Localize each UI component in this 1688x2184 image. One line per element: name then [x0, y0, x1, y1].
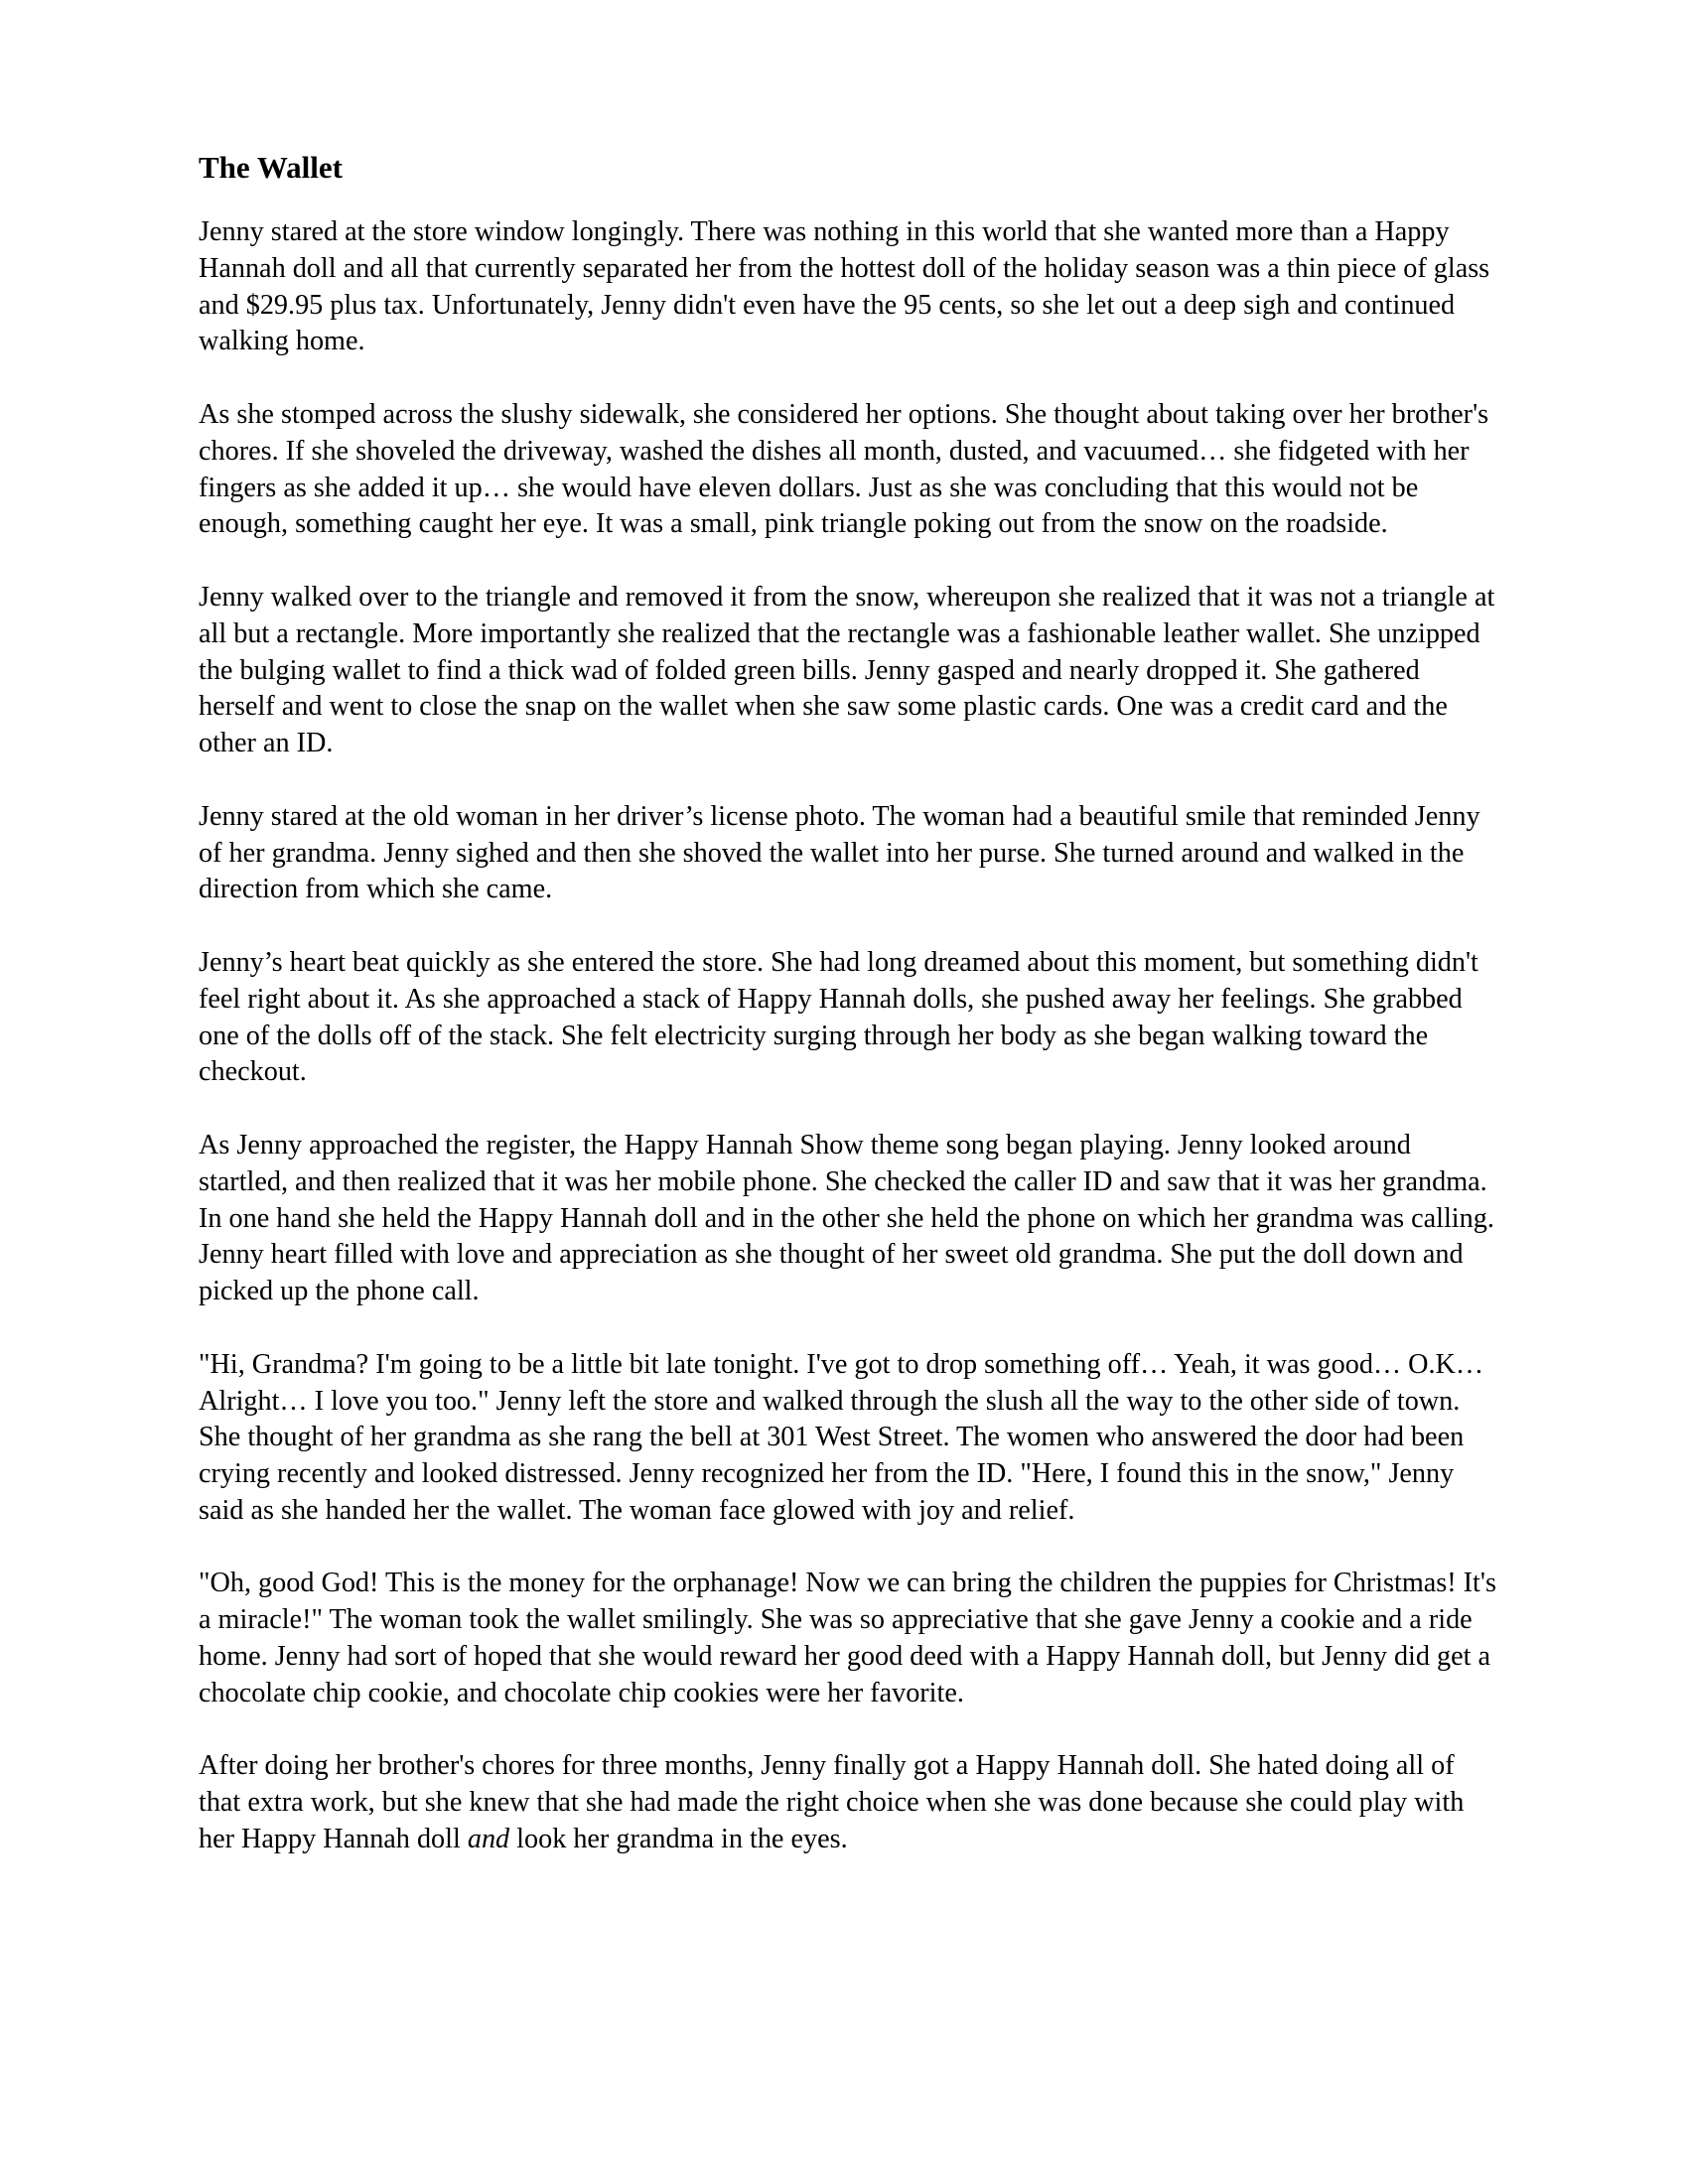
paragraph-7: "Hi, Grandma? I'm going to be a little bit late tonight. I've got to drop something off… Yeah, it was good… O.K… Alright… I love you too." Jenny left the store and walked through the slush all the way to the other side of town. She thought of her grandma as she rang the bell at 301 West Street. The women who answered the door had been crying recently and looked distressed. Jenny recognized her from the ID. "Here, I found this in the snow," Jenny said as she handed her the wallet. The woman face glowed with joy and relief. [199, 1348, 1484, 1526]
document-body [199, 149, 1499, 1858]
paragraph-5: Jenny’s heart beat quickly as she entered the store. She had long dreamed about this moment, but something didn't feel right about it. As she approached a stack of Happy Hannah dolls, she pushed away her feelings. She grabbed one of the dolls off of the stack. She felt electricity surging through her body as she began walking toward the checkout. [199, 946, 1478, 1088]
paragraph-9-text-before: After doing her brother's chores for three months, Jenny finally got a Happy Hannah doll. She hated doing all of that extra work, but she knew that she had made the right choice when she was done because she could play with her Happy Hannah doll [199, 1750, 1465, 1855]
paragraph-4: Jenny stared at the old woman in her driver’s license photo. The woman had a beautiful smile that reminded Jenny of her grandma. Jenny sighed and then she shoved the wallet into her purse. She turned around and walked in the direction from which she came. [199, 800, 1480, 905]
paragraph-9-text-after: look her grandma in the eyes. [509, 1824, 848, 1855]
paragraph-9-emphasis: and [467, 1824, 510, 1855]
paragraph-2: As she stomped across the slushy sidewalk, she considered her options. She thought about taking over her brother's chores. If she shoveled the driveway, washed the dishes all month, dusted, and vacuumed… she fidgeted with her fingers as she added it up… she would have eleven dollars. Just as she was concluding that this would not be enough, something caught her eye. It was a small, pink triangle poking out from the snow on the roadside. [199, 398, 1489, 540]
paragraph-1: Jenny stared at the store window longingly. There was nothing in this world that she wanted more than a Happy Hannah doll and all that currently separated her from the hottest doll of the holiday season was a thin piece of glass and $29.95 plus tax. Unfortunately, Jenny didn't even have the 95 cents, so she let out a deep sigh and continued walking home. [199, 216, 1490, 357]
paragraph-8: "Oh, good God! This is the money for the orphanage! Now we can bring the children the puppies for Christmas! It's a miracle!" The woman took the wallet smilingly. She was so appreciative that she gave Jenny a cookie and a ride home. Jenny had sort of hoped that she would reward her good deed with a Happy Hannah doll, but Jenny did get a chocolate chip cookie, and chocolate chip cookies were her favorite. [199, 1568, 1496, 1708]
paragraph-6: As Jenny approached the register, the Happy Hannah Show theme song began playing. Jenny looked around startled, and then realized that it was her mobile phone. She checked the caller ID and saw that it was her grandma. In one hand she held the Happy Hannah doll and in the other she held the phone on which her grandma was calling. Jenny heart filled with love and appreciation as she thought of her sweet old grandma. She put the doll down and picked up the phone call. [199, 1129, 1494, 1307]
paragraph-9 [199, 1748, 1499, 1857]
paragraph-3: Jenny walked over to the triangle and removed it from the snow, whereupon she realized that it was not a triangle at all but a rectangle. More importantly she realized that the rectangle was a fashionable leather wallet. She unzipped the bulging wallet to find a thick wad of folded green bills. Jenny gasped and nearly dropped it. She gathered herself and went to close the snap on the wallet when she saw some plastic cards. One was a credit card and the other an ID. [199, 581, 1495, 759]
document-title: The Wallet [199, 150, 343, 185]
